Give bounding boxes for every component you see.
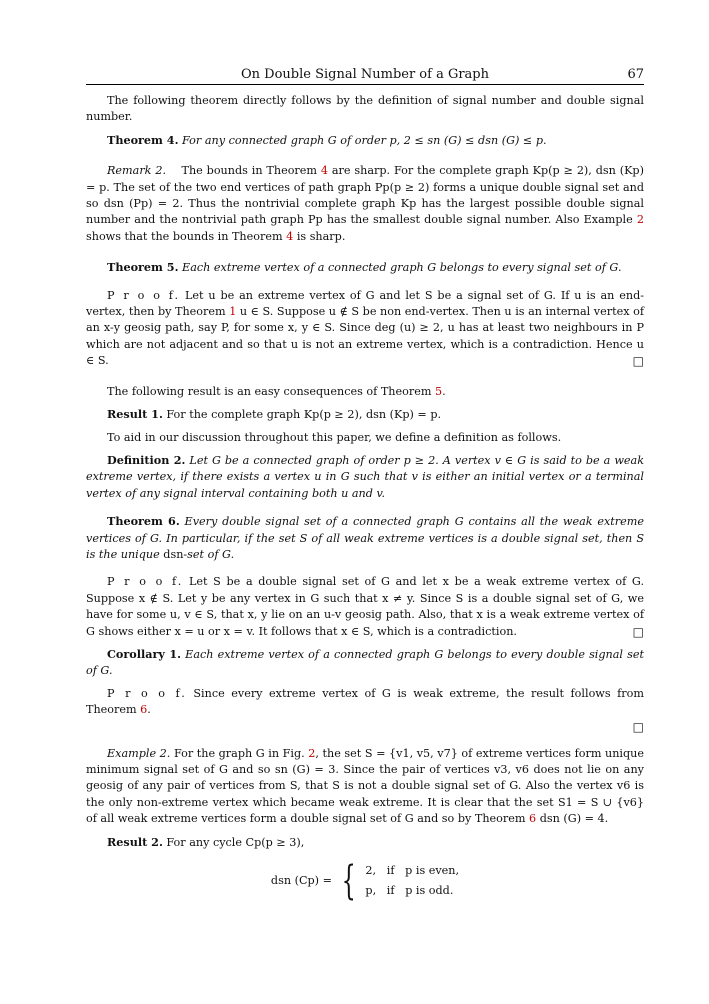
equation-case-odd: p, if p is odd. (365, 884, 454, 898)
figure-2-ref[interactable]: 2 (308, 746, 316, 760)
display-equation (86, 858, 644, 905)
example-2-text-c: dsn (G) = 4. (539, 812, 609, 826)
theorem-6-text-a: Every double signal set of a connected graph G contains all the weak extreme vertices of G. In particular, if the set S of all weak extreme vertices is a double signal set, then S is the unique (86, 515, 644, 561)
page-number: 67 (627, 67, 644, 82)
running-title: On Double Signal Number of a Graph (240, 67, 490, 82)
theorem-4-ref-2[interactable]: 4 (286, 229, 294, 243)
qed-symbol: □ (632, 719, 644, 734)
qed-symbol: □ (632, 624, 644, 639)
theorem-4-label: Theorem 4. (107, 132, 179, 147)
equation-case-even: 2, if p is even, (365, 864, 460, 878)
equation-cases (365, 861, 459, 901)
example-2-text-a: For the graph G in Fig. (173, 746, 305, 760)
remark-2 (86, 163, 644, 245)
remark-2-text-a: The bounds in Theorem (181, 164, 318, 178)
result-1 (86, 406, 644, 423)
result-1-text: For the complete graph Kp(p ≥ 2), dsn (Kp) = p. (166, 408, 442, 422)
proof-2 (86, 574, 644, 640)
result-2 (86, 834, 644, 851)
proof-1-text-a: Let u be an extreme vertex of G and let S be a signal set of G. If u is an end-vertex, then by Theorem (86, 288, 645, 319)
page (86, 66, 645, 905)
example-2-label: Example 2. (107, 746, 171, 760)
theorem-5-label: Theorem 5. (107, 260, 179, 275)
aid-sentence: To aid in our discussion throughout this paper, we define a definition as follows. (107, 430, 562, 444)
qed-symbol: □ (632, 354, 644, 369)
remark-2-text-b: are sharp. For the complete graph Kp(p ≥ 2), dsn (Kp) = p. The set of the two end vertices of path graph Pp(p ≥ 2) forms a unique double signal set and so dsn (Pp) = 2. Thus the nontrivial complete graph Kp has the largest possible double signal number and the nontrivial path graph Pp has the smallest double signal number. Also Example (86, 164, 644, 227)
consequence-sentence (86, 384, 644, 400)
example-2 (86, 746, 644, 828)
theorem-6-text-b: -set of G. (183, 547, 235, 561)
proof-1-label: P r o o f. (107, 288, 181, 302)
corollary-1-label: Corollary 1. (107, 646, 182, 661)
theorem-6-dsn: dsn (163, 547, 184, 561)
example-2-text-b: , the set S = {v1, v5, v7} of extreme vertices form unique minimum signal set of G and so sn (G) = 3. Since the pair of vertices v3, v6 does not lie on any geosig of any pair of vertices from S, that S is not a double signal set of G. Also the vertex v6 is the only non-extreme vertex which became weak extreme. It is clear that the set S1 = S ∪ {v6} of all weak extreme vertices form a double signal set of G and so by Theorem (86, 746, 644, 826)
theorem-1-ref[interactable]: 1 (229, 305, 237, 319)
remark-2-label: Remark 2. (107, 164, 166, 178)
theorem-4-ref[interactable]: 4 (320, 164, 329, 178)
theorem-4-text: For any connected graph G of order p, 2 ≤ sn (G) ≤ dsn (G) ≤ p. (182, 133, 547, 147)
proof-1-text-b: u ∈ S. Suppose u ∉ S be non end-vertex. Then u is an internal vertex of an x-y geosig path, say P, for some x, y ∈ S. Since deg (u) ≥ 2, u has at least two neighbours in P which are not adjacent and so that u is not an extreme vertex, which is a contradiction. Hence u ∈ S. (86, 305, 644, 368)
proof-1 (86, 288, 644, 370)
example-2-ref[interactable]: 2 (636, 213, 644, 227)
body-text (86, 93, 645, 905)
theorem-6-ref-2[interactable]: 6 (529, 812, 537, 826)
proof-3 (86, 686, 644, 719)
theorem-5-ref[interactable]: 5 (435, 384, 443, 398)
left-brace: { (341, 858, 356, 905)
definition-2-text: Let G be a connected graph of order p ≥ 2. A vertex v ∈ G is said to be a weak extreme vertex, if there exists a vertex u in G such that v is either an initial vertex or a terminal vertex of any signal interval containing both u and v. (86, 453, 644, 500)
result-1-label: Result 1. (107, 407, 163, 422)
definition-2-label: Definition 2. (107, 452, 186, 467)
remark-2-text-d: is sharp. (296, 229, 346, 243)
consequence-end: . (442, 384, 446, 398)
theorem-4 (86, 132, 644, 149)
remark-2-text-c: shows that the bounds in Theorem (86, 229, 283, 243)
corollary-1 (86, 646, 644, 680)
proof-2-label: P r o o f. (107, 575, 184, 589)
proof-3-label: P r o o f. (107, 686, 187, 700)
result-2-label: Result 2. (107, 834, 163, 849)
intro-paragraph: The following theorem directly follows by the definition of signal number and double signal number. (86, 94, 644, 124)
qed-line (86, 719, 644, 735)
proof-2-text: Let S be a double signal set of G and let x be a weak extreme vertex of G. Suppose x ∉ S. Let y be any vertex in G such that x ≠ y. Since S is a double signal set of G, we have for some u, v ∈ S, that x, y lie on an u-v geosig path. Also, that x is a weak extreme vertex of G shows either x = u or x = v. It follows that x ∈ S, which is a contradiction. (86, 575, 645, 638)
theorem-5 (86, 259, 644, 276)
theorem-6 (86, 513, 644, 563)
theorem-6-label: Theorem 6. (107, 514, 180, 529)
definition-2 (86, 452, 644, 502)
proof-3-text: Since every extreme vertex of G is weak extreme, the result follows from Theorem (86, 686, 644, 717)
running-header (86, 66, 644, 85)
result-2-text: For any cycle Cp(p ≥ 3), (166, 835, 305, 849)
corollary-1-text: Each extreme vertex of a connected graph G belongs to every double signal set of G. (86, 647, 644, 678)
proof-3-end: . (147, 703, 151, 717)
equation-lhs: dsn (Cp) = (270, 873, 332, 887)
consequence-text: The following result is an easy consequences of Theorem (107, 384, 432, 398)
theorem-5-text: Each extreme vertex of a connected graph G belongs to every signal set of G. (182, 261, 622, 275)
theorem-6-ref[interactable]: 6 (140, 703, 148, 717)
